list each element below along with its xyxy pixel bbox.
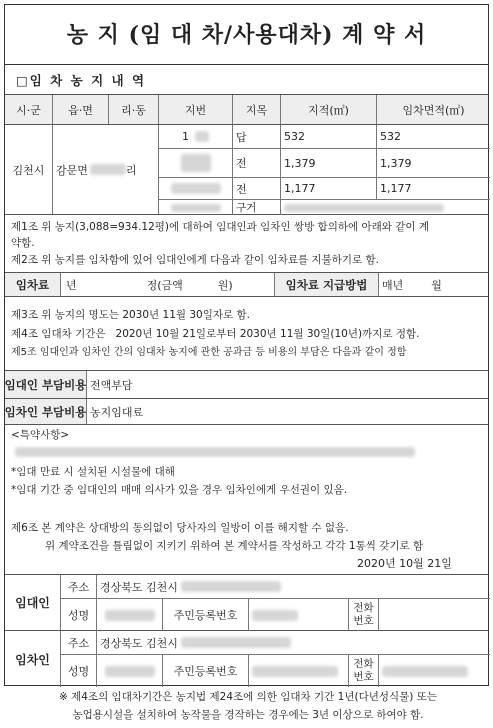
- rent-row: [5, 273, 488, 297]
- lease-area-cell: 532: [380, 130, 401, 143]
- town-cell: [53, 125, 159, 214]
- lessee-cost-value: 농지임대료: [90, 405, 144, 419]
- lease-area-cell: 1,379: [380, 156, 412, 170]
- header-area: 지적(㎡): [281, 95, 377, 124]
- lessee-address-cell: [97, 631, 490, 654]
- town-name: 감문면: [56, 163, 88, 177]
- lessor-name-label: 성명: [61, 599, 97, 631]
- lessee-address-label: 주소: [61, 631, 97, 654]
- header-town: 읍·면: [53, 95, 109, 124]
- land-table-header: [5, 95, 488, 125]
- lessor-cost-value: 전액부담: [90, 378, 133, 392]
- special-line-2: *임대 기간 중 임대인의 매매 의사가 있을 경우 임차인에게 우선권이 있음.: [11, 484, 348, 496]
- lessor-phone-cell: [379, 599, 490, 631]
- footnote-line-1: ※ 제4조의 임대차기간은 농지법 제24조에 의한 임대차 기간 1년(다년성식물) 또는: [58, 691, 438, 703]
- lessor-id-label: 주민등록번호: [163, 599, 249, 631]
- lessee-address-row: [61, 631, 490, 655]
- rent-year: 년: [66, 278, 77, 292]
- clause-1-cont: 약함.: [11, 237, 35, 249]
- redacted-id: [252, 666, 338, 677]
- header-category: 지목: [233, 95, 281, 124]
- special-terms: [5, 425, 488, 575]
- lessor-cost-row: [5, 371, 488, 399]
- footnote: [10, 688, 486, 724]
- lessor-address: 경상북도 김천시: [100, 580, 178, 594]
- header-village: 리·동: [109, 95, 159, 124]
- special-line-1: *임대 만료 시 설치된 시설물에 대해: [11, 466, 175, 478]
- lessor-label: 임대인: [5, 575, 61, 630]
- clauses-1-2: [5, 215, 488, 273]
- lessor-name-row: [61, 599, 490, 631]
- lessee-phone-cell: [379, 655, 490, 687]
- lessee-cost-label: 임차인 부담비용: [5, 399, 87, 424]
- lessee-address: 경상북도 김천시: [100, 636, 178, 650]
- lessee-name-row: [61, 655, 490, 687]
- section-title-row: [5, 65, 488, 95]
- area-cell: 532: [281, 125, 377, 148]
- lessee-name-label: 성명: [61, 655, 97, 687]
- rent-amount-cell: [61, 273, 275, 296]
- city-cell: 김천시: [5, 125, 53, 214]
- redacted-address: [181, 581, 281, 592]
- header-lease-area: 임차면적(㎡): [402, 103, 465, 117]
- lessee-label: 임차인: [5, 631, 61, 687]
- lessor-id-cell: [249, 599, 349, 631]
- redacted-name: [105, 666, 155, 677]
- rent-method-value: 매년 월: [382, 278, 442, 292]
- clause-3: 제3조 위 농지의 명도는 2030년 11월 30일자로 함.: [11, 309, 250, 321]
- category-cell: 전: [233, 149, 281, 177]
- clause-5: 제5조 임대인과 임차인 간의 임대차 농지에 관한 공과금 등 비용의 부담은 다음과 같이 정함: [11, 347, 407, 358]
- lessee-id-label: 주민등록번호: [163, 655, 249, 687]
- land-row-2: [159, 149, 490, 178]
- contract-date: 2020년 10월 21일: [357, 557, 452, 570]
- redacted-name: [105, 610, 155, 621]
- area-cell: [281, 200, 490, 215]
- redacted-village: [90, 164, 126, 175]
- lot-cell: [159, 178, 233, 199]
- special-header: <특약사항>: [11, 429, 70, 441]
- footnote-line-2: 농업용시설을 설치하여 농작물을 경작하는 경우에는 3년 이상으로 하여야 함.: [72, 709, 424, 721]
- header-city: 시·군: [5, 95, 53, 124]
- closing-statement: 위 계약조건을 틀림없이 지키기 위하여 본 계약서를 작성하고 각각 1통씩 갖기로 함: [45, 540, 424, 552]
- area-cell: 1,177: [281, 178, 377, 199]
- clause-6: 제6조 본 계약은 상대방의 동의없이 당사자의 일방이 이를 해지할 수 없음.: [11, 522, 349, 534]
- lot-cell: 1: [159, 125, 233, 148]
- lessee-cost-row: [5, 399, 488, 425]
- rent-amount: 정(금액 원): [146, 278, 233, 292]
- lessee-name-cell: [97, 655, 163, 687]
- header-lot: 지번: [159, 95, 233, 124]
- lessor-address-label: 주소: [61, 575, 97, 598]
- category-cell: 답: [233, 125, 281, 148]
- lessor-address-row: [61, 575, 490, 599]
- clauses-3-5: [5, 297, 488, 371]
- lot-cell: [159, 200, 233, 215]
- clause-1: 제1조 위 농지(3,088=934.12평)에 대하여 임대인과 임차인 쌍방 합의하에 아래와 같이 계: [11, 221, 429, 233]
- clause-4: 제4조 임대차 기간은 2020년 10월 21일로부터 2030년 11월 30일(10년)까지로 정함.: [11, 328, 420, 340]
- lot-cell: [159, 149, 233, 177]
- lessor-name-cell: [97, 599, 163, 631]
- lessor-phone-label: 전화 번호: [349, 599, 379, 631]
- lease-area-cell: 1,177: [380, 182, 412, 195]
- redacted-phone: [382, 666, 468, 677]
- land-row-4: [159, 200, 490, 215]
- section-title: □임 차 농 지 내 역: [16, 72, 147, 88]
- land-row-1: [159, 125, 490, 149]
- redacted-id: [252, 610, 298, 621]
- redacted-address: [181, 637, 291, 648]
- rent-label: 임차료: [5, 273, 61, 296]
- category-cell: 전: [233, 178, 281, 199]
- lessor-cost-label: 임대인 부담비용: [5, 371, 87, 398]
- lessee-id-cell: [249, 655, 349, 687]
- contract-page: [4, 4, 489, 686]
- land-row-3: [159, 178, 490, 200]
- rent-method-label: 임차료 지급방법: [275, 273, 379, 296]
- area-cell: 1,379: [281, 149, 377, 177]
- lessor-address-cell: [97, 575, 490, 598]
- category-cell: 구거: [233, 200, 281, 215]
- village-suffix: 리: [125, 163, 137, 177]
- lessee-phone-label: 전화 번호: [349, 655, 379, 687]
- redacted-special-text: [15, 447, 415, 457]
- clause-2: 제2조 위 농지를 임차함에 있어 임대인에게 다음과 같이 임차료를 지불하기로 함.: [11, 254, 379, 266]
- document-title: 농 지 (임 대 차/사용대차) 계 약 서: [5, 5, 488, 65]
